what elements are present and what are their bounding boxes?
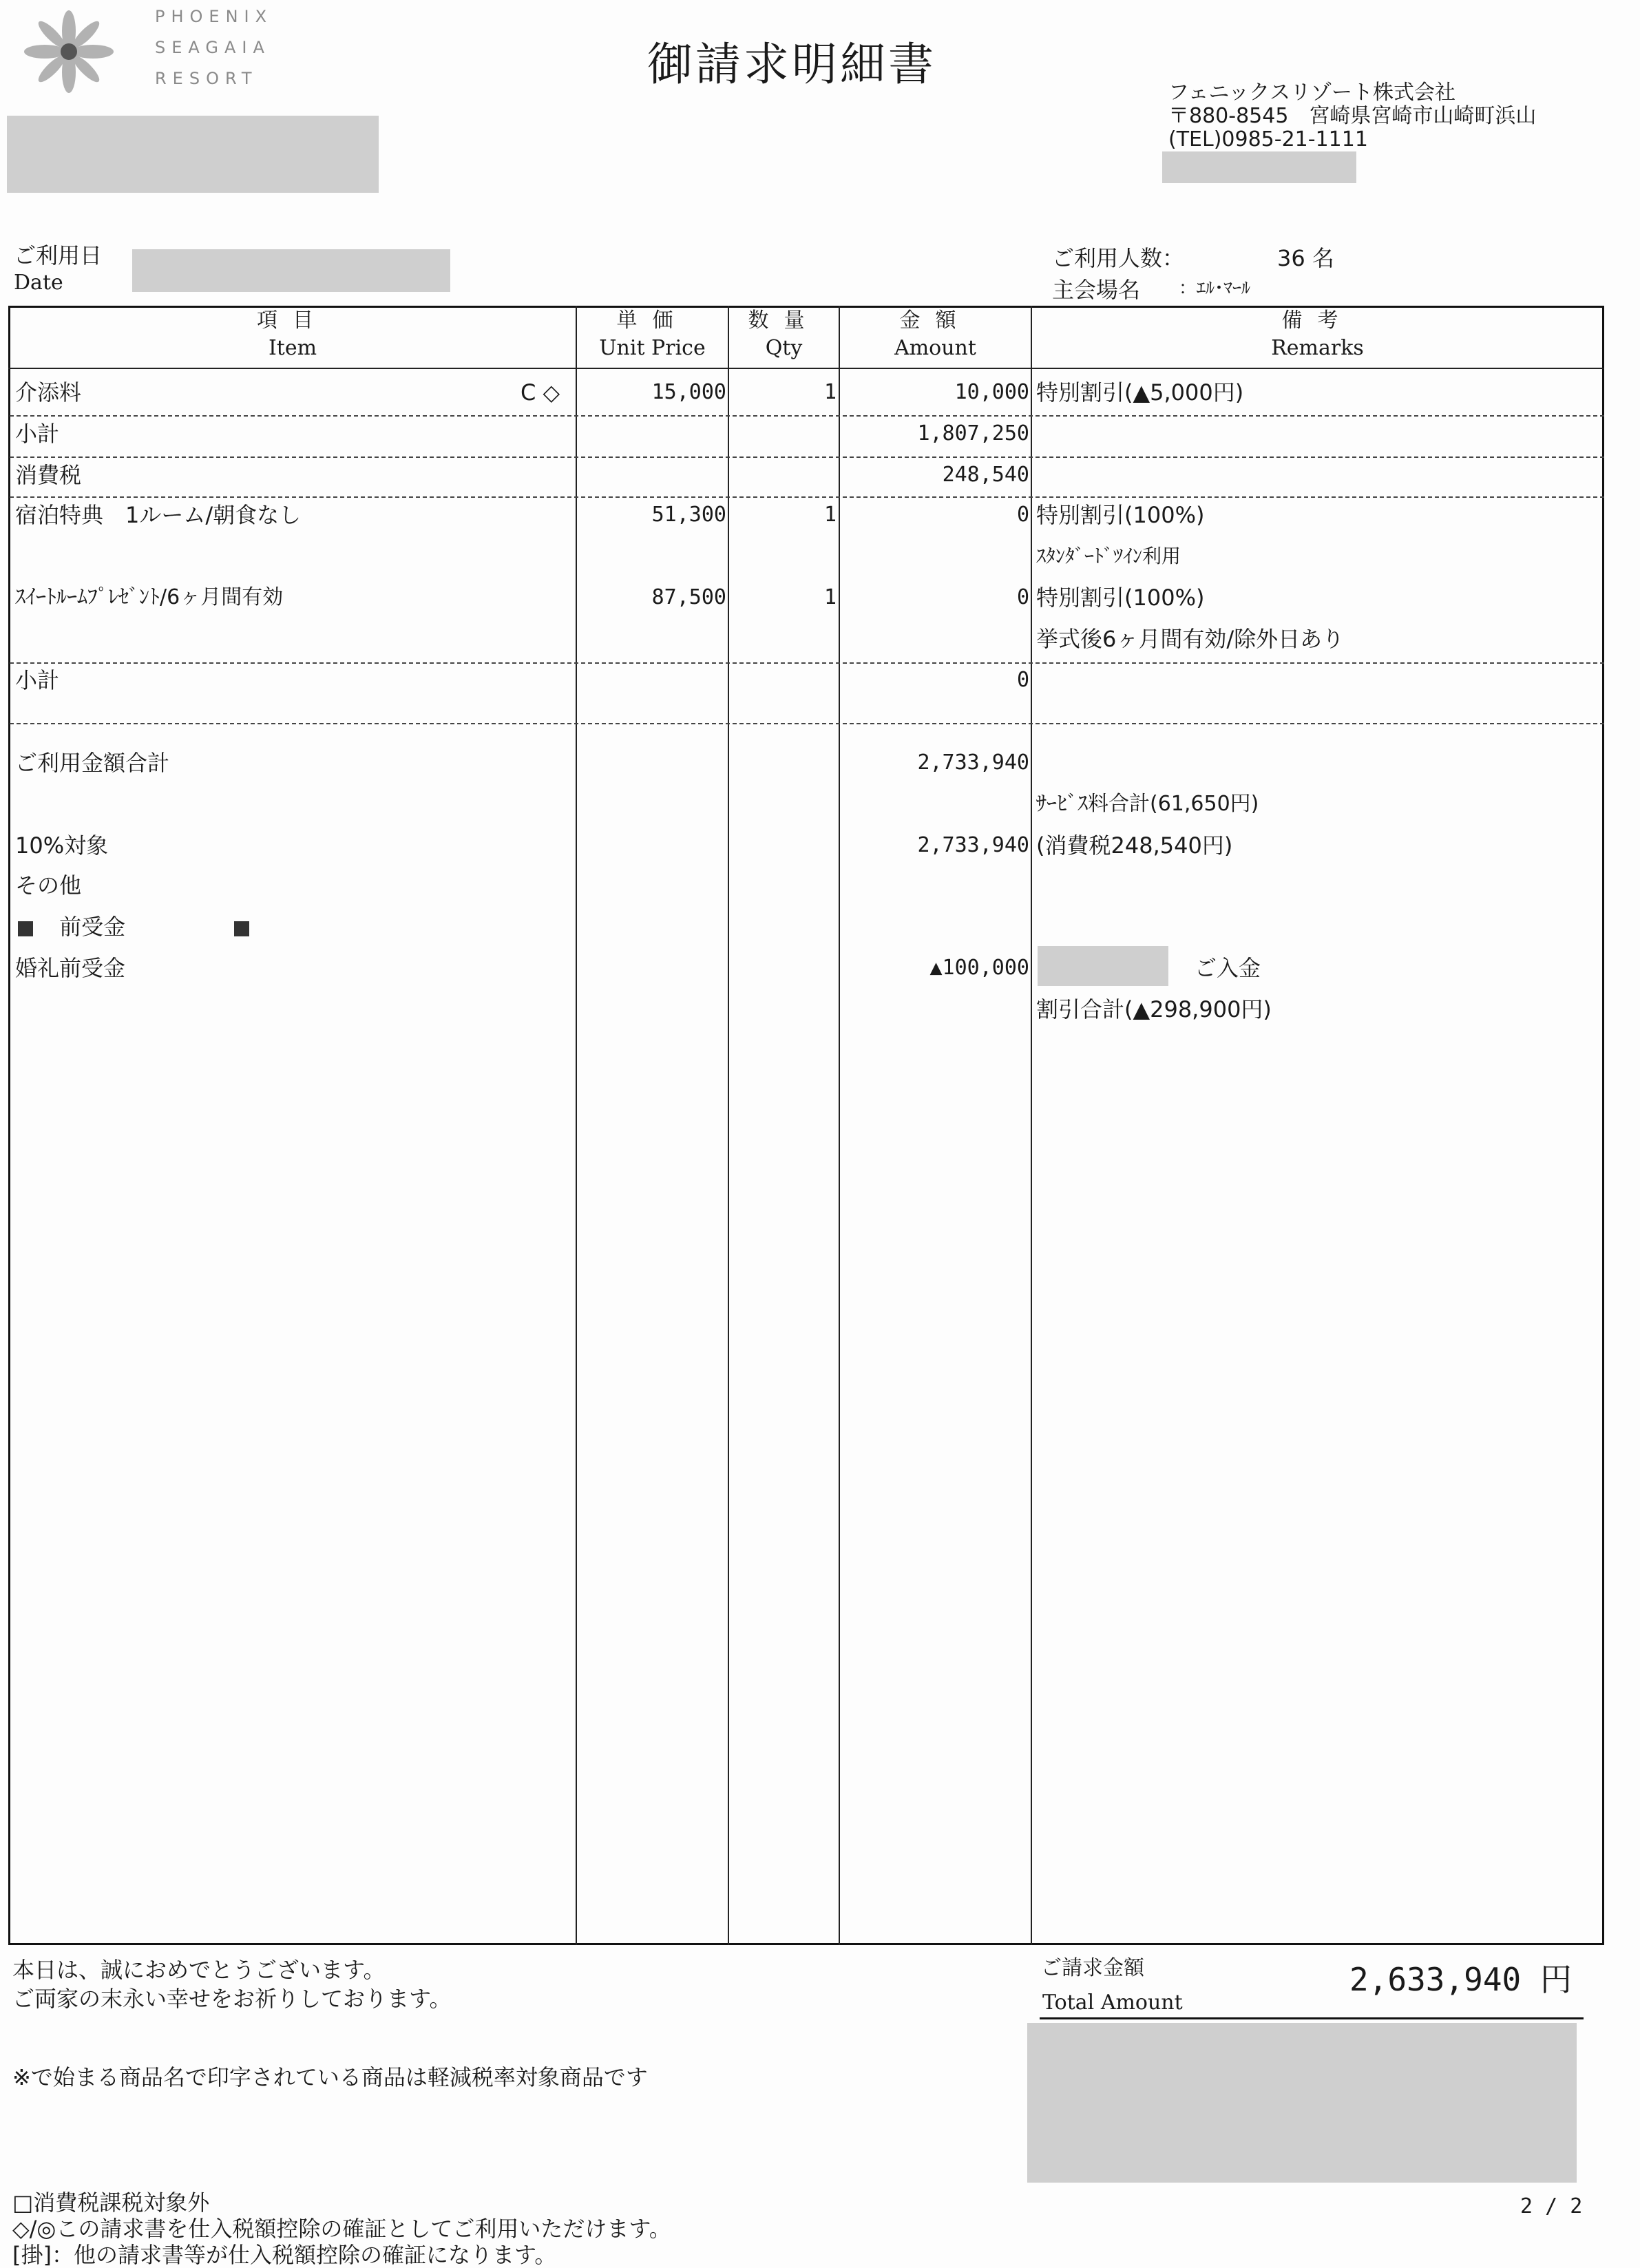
header-qty-jp: 数量 bbox=[748, 308, 820, 333]
qty-stay: 1 bbox=[823, 503, 837, 527]
filled-square-icon bbox=[18, 921, 33, 936]
total-underline bbox=[1040, 2017, 1584, 2019]
deposit-label: 前受金 bbox=[59, 914, 126, 940]
header-amount-en: Amount bbox=[894, 336, 976, 360]
row-divider bbox=[10, 496, 1604, 498]
header-remarks-jp: 備考 bbox=[1281, 308, 1354, 333]
row-divider bbox=[10, 723, 1604, 724]
header-qty bbox=[729, 307, 839, 362]
ten-percent-remark: (消費税248,540円) bbox=[1036, 832, 1233, 859]
logo-text-line2: SEAGAIA bbox=[155, 38, 271, 57]
invoice-table bbox=[8, 306, 1604, 1945]
venue-value: ：ｴﾙ･ﾏｰﾙ bbox=[1179, 278, 1251, 299]
header-remarks-en: Remarks bbox=[1271, 336, 1364, 360]
guests-value: 36 名 bbox=[1277, 245, 1334, 271]
remark-suite: 特別割引(100%) bbox=[1036, 585, 1205, 611]
header-unit-price-jp: 単価 bbox=[616, 308, 688, 333]
amount-suite: 0 bbox=[1016, 585, 1029, 609]
company-tel: (TEL)0985-21-1111 bbox=[1168, 127, 1368, 151]
column-divider bbox=[576, 306, 577, 1945]
row-divider bbox=[10, 456, 1604, 458]
header-remarks bbox=[1032, 307, 1603, 362]
remark-stay-2: ｽﾀﾝﾀﾞｰﾄﾞﾂｲﾝ利用 bbox=[1036, 545, 1181, 567]
column-divider bbox=[1031, 306, 1032, 1945]
redacted-date bbox=[132, 249, 450, 292]
qty-suite: 1 bbox=[823, 585, 837, 609]
header-item-jp: 項目 bbox=[257, 308, 328, 333]
billing-label-jp: ご請求金額 bbox=[1041, 1956, 1144, 1980]
header-amount bbox=[840, 307, 1031, 362]
amount-stay: 0 bbox=[1016, 503, 1029, 527]
header-amount-jp: 金額 bbox=[899, 308, 971, 333]
header-unit-price bbox=[577, 307, 728, 362]
logo-text-line3: RESORT bbox=[155, 69, 258, 88]
price-kaizoe: 15,000 bbox=[651, 380, 726, 404]
ten-percent-label: 10%対象 bbox=[15, 832, 109, 859]
company-address: 〒880-8545 宮崎県宮崎市山崎町浜山 bbox=[1168, 104, 1537, 128]
discount-total-remark: 割引合計(▲298,900円) bbox=[1036, 996, 1272, 1022]
qty-kaizoe: 1 bbox=[823, 380, 837, 404]
amount-subtotal2: 0 bbox=[1016, 668, 1029, 692]
column-divider bbox=[839, 306, 840, 1945]
redacted-staff bbox=[1162, 151, 1356, 183]
row-divider bbox=[10, 415, 1604, 417]
redacted-bank-info bbox=[1027, 2023, 1577, 2183]
item-stay: 宿泊特典 1ルーム/朝食なし bbox=[15, 502, 302, 528]
greeting-line1: 本日は、誠におめでとうございます。 bbox=[12, 1957, 386, 1983]
other-label: その他 bbox=[15, 872, 82, 899]
header-unit-price-en: Unit Price bbox=[599, 336, 706, 360]
remark-stay: 特別割引(100%) bbox=[1036, 502, 1205, 528]
venue-label: 主会場名 bbox=[1052, 277, 1141, 303]
reduced-tax-note: ※で始まる商品名で印字されている商品は軽減税率対象商品です bbox=[12, 2064, 648, 2090]
row-divider bbox=[10, 662, 1604, 664]
company-name: フェニックスリゾート株式会社 bbox=[1168, 81, 1455, 105]
document-title: 御請求明細書 bbox=[647, 38, 936, 91]
amount-subtotal1: 1,807,250 bbox=[917, 421, 1029, 445]
header-divider bbox=[8, 368, 1604, 369]
billing-label-en: Total Amount bbox=[1042, 1991, 1183, 2015]
ten-percent-amount: 2,733,940 bbox=[917, 833, 1029, 857]
legend-tax-credit: ◇/◎この請求書を仕入税額控除の確証としてご利用いただけます。 bbox=[12, 2216, 671, 2242]
page-number: 2 / 2 bbox=[1520, 2194, 1583, 2218]
total-usage-label: ご利用金額合計 bbox=[15, 750, 170, 776]
header-item bbox=[10, 307, 576, 362]
redacted-payment-date bbox=[1038, 946, 1168, 986]
date-label-en: Date bbox=[14, 271, 63, 295]
amount-kaizoe: 10,000 bbox=[954, 380, 1029, 404]
legend-non-taxable: □消費税課税対象外 bbox=[12, 2190, 210, 2216]
total-usage-amount: 2,733,940 bbox=[917, 750, 1029, 775]
item-subtotal1: 小計 bbox=[15, 421, 60, 447]
amount-tax: 248,540 bbox=[942, 463, 1029, 487]
wedding-deposit-amount: ▲100,000 bbox=[929, 956, 1029, 980]
price-stay: 51,300 bbox=[651, 503, 726, 527]
item-kaizoe: 介添料 bbox=[15, 379, 82, 406]
greeting-line2: ご両家の末永い幸せをお祈りしております。 bbox=[12, 1986, 452, 2012]
price-suite: 87,500 bbox=[651, 585, 726, 609]
deposit-row bbox=[18, 913, 249, 941]
filled-square-icon bbox=[234, 921, 249, 936]
date-label-jp: ご利用日 bbox=[14, 242, 103, 269]
header-qty-en: Qty bbox=[765, 336, 803, 360]
item-tax: 消費税 bbox=[15, 462, 82, 488]
remark-kaizoe: 特別割引(▲5,000円) bbox=[1036, 379, 1244, 406]
header-item-en: Item bbox=[268, 336, 317, 360]
redacted-recipient bbox=[7, 116, 379, 193]
billing-amount: 2,633,940 円 bbox=[1349, 1961, 1572, 1998]
remark-suite-2: 挙式後6ヶ月間有効/除外日あり bbox=[1036, 626, 1345, 652]
item-suite: ｽｲｰﾄﾙｰﾑﾌﾟﾚｾﾞﾝﾄ/6ヶ月間有効 bbox=[15, 585, 284, 609]
item-kaizoe-mark: C ◇ bbox=[521, 379, 560, 406]
item-subtotal2: 小計 bbox=[15, 667, 60, 693]
payment-remark: ご入金 bbox=[1195, 955, 1261, 981]
service-charge-remark: ｻｰﾋﾞｽ料合計(61,650円) bbox=[1036, 792, 1259, 816]
wedding-deposit-label: 婚礼前受金 bbox=[15, 955, 126, 981]
legend-other-invoice: [掛]：他の請求書等が仕入税額控除の確証になります。 bbox=[12, 2242, 557, 2268]
column-divider bbox=[728, 306, 729, 1945]
logo-text-line1: PHOENIX bbox=[155, 7, 273, 26]
guests-label: ご利用人数： bbox=[1052, 245, 1185, 271]
